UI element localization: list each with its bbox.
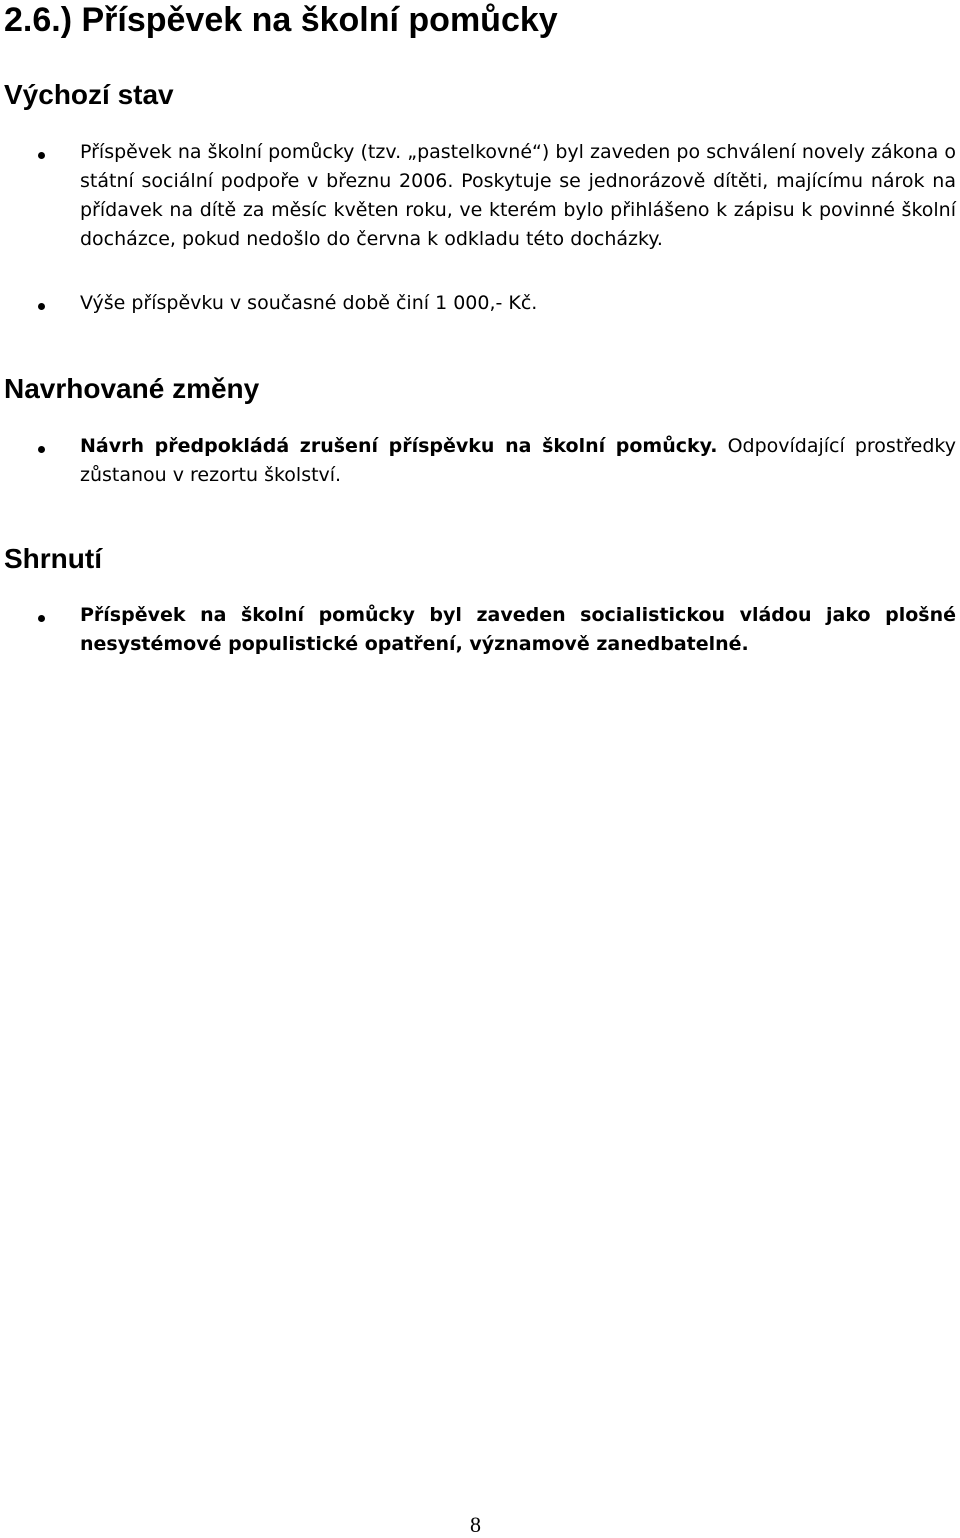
proposed-changes-bold-text: Návrh předpokládá zrušení příspěvku na školní pomůcky.: [80, 435, 718, 457]
heading-current-state: Výchozí stav: [4, 79, 174, 110]
bullet-icon: [38, 615, 45, 622]
current-state-bullet-2: Výše příspěvku v současné době činí 1 000,- Kč.: [80, 292, 538, 314]
current-state-bullet-1: Příspěvek na školní pomůcky (tzv. „pastelkovné“) byl zaveden po schválení novely zákona o státní sociální podpoře v březnu 2006. Poskytuje se jednorázově dítěti, majícímu nárok na přídavek na dítě za měsíc květen roku, ve kterém bylo přihlášeno k zápisu k povinné školní docházce, pokud nedošlo do června k odkladu této docházky.: [80, 141, 956, 250]
section-title: 2.6.) Příspěvek na školní pomůcky: [4, 1, 558, 39]
summary-bullet-1: Příspěvek na školní pomůcky byl zaveden socialistickou vládou jako plošné nesystémové populistické opatření, významově zanedbatelné.: [80, 604, 956, 655]
heading-proposed-changes: Navrhované změny: [4, 373, 260, 404]
bullet-icon: [38, 303, 45, 310]
bullet-icon: [38, 152, 45, 159]
heading-summary: Shrnutí: [4, 543, 102, 574]
page-number: 8: [470, 1512, 481, 1537]
proposed-changes-rest-text: Odpovídající prostředky zůstanou v rezortu školství.: [80, 435, 956, 486]
bullet-icon: [38, 446, 45, 453]
proposed-changes-bullet-1: [80, 432, 956, 490]
